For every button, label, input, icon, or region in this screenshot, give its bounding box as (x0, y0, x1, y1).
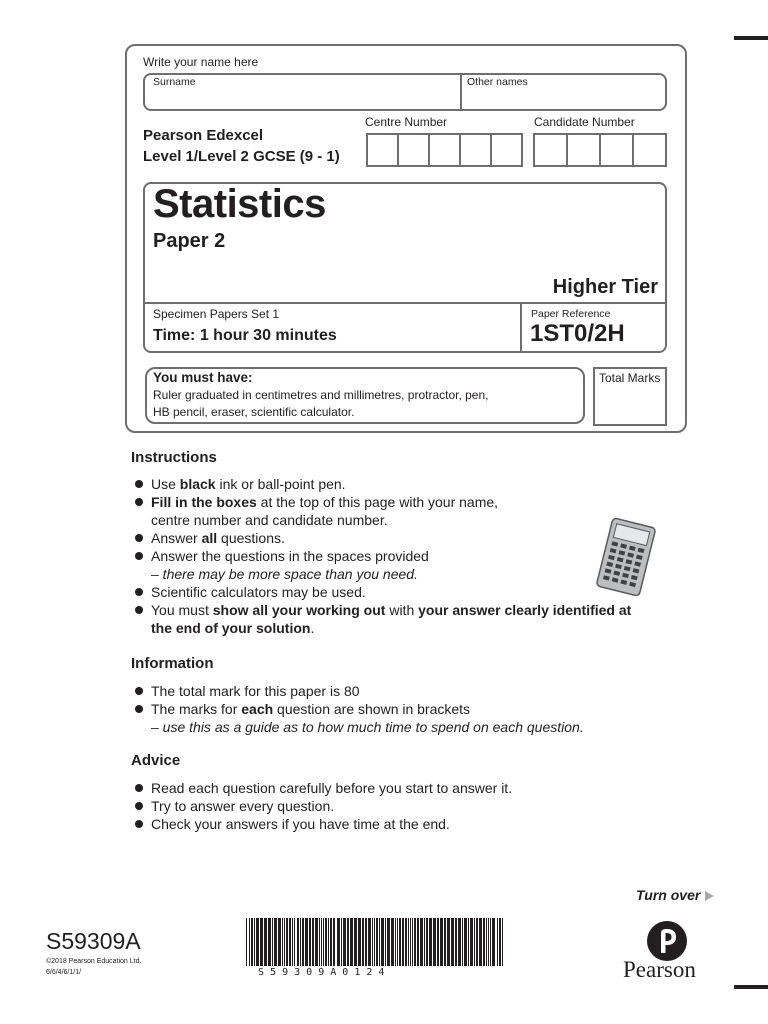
advice-item: Check your answers if you have time at the end. (132, 815, 672, 833)
candidate-number-digit[interactable] (632, 133, 667, 167)
paper-code: S59309A (46, 928, 141, 954)
barcode-bar (309, 918, 311, 966)
barcode-bar (433, 918, 436, 966)
instruction-item: Fill in the boxes at the top of this page with your name, centre number and candidate number. (132, 493, 672, 529)
barcode-bar (437, 918, 439, 966)
instruction-item: Use black ink or ball-point pen. (132, 475, 672, 493)
barcode-bar (426, 918, 428, 966)
centre-number-label: Centre Number (365, 115, 448, 129)
paper-reference: 1ST0/2H (530, 320, 625, 347)
instruction-item: Answer the questions in the spaces provided – there may be more space than you need. (132, 547, 672, 583)
barcode-bar (462, 918, 463, 966)
paper-set: Specimen Papers Set 1 (153, 307, 280, 321)
barcode-bar (470, 918, 473, 966)
barcode-bar (488, 918, 489, 966)
barcode-bar (397, 918, 398, 966)
exam-board: Pearson Edexcel (143, 127, 264, 144)
advice-item: Try to answer every question. (132, 797, 672, 815)
centre-number-digit[interactable] (459, 133, 492, 167)
advice-heading: Advice (131, 752, 181, 769)
barcode-bar (417, 918, 419, 966)
instruction-item: Answer all questions. (132, 529, 672, 547)
barcode-bar (372, 918, 373, 966)
barcode-bar (333, 918, 335, 966)
barcode-bar (402, 918, 404, 966)
barcode-bar (468, 918, 469, 966)
barcode-bar (502, 918, 503, 966)
barcode-bar (486, 918, 487, 966)
barcode-bar (302, 918, 304, 966)
barcode-bar (387, 918, 390, 966)
barcode-bar (391, 918, 394, 966)
write-name-label: Write your name here (143, 55, 259, 69)
triangle-right-icon (704, 890, 715, 902)
surname-label: Surname (153, 76, 196, 88)
barcode-bar (260, 918, 263, 966)
barcode-bar (284, 918, 285, 966)
turn-over-label: Turn over (636, 887, 701, 903)
paper-ref-divider (520, 302, 522, 353)
barcode-bar (354, 918, 357, 966)
barcode-bar (492, 918, 495, 966)
barcode-bar (385, 918, 386, 966)
barcode-bar (289, 918, 291, 966)
advice-item: Read each question carefully before you start to answer it. (132, 779, 672, 797)
pearson-brand: Pearson (623, 957, 696, 982)
barcode-bar (395, 918, 396, 966)
barcode-text: S 5 9 3 0 9 A 0 1 2 4 (258, 967, 385, 978)
barcode-bar (321, 918, 322, 966)
registration-mark-bottom (734, 985, 768, 989)
barcode-bar (249, 918, 250, 966)
centre-number-digit[interactable] (428, 133, 461, 167)
barcode-bar (412, 918, 413, 966)
barcode-bar (410, 918, 411, 966)
barcode-bar (497, 918, 498, 966)
barcode-bar (368, 918, 371, 966)
paper-reference-label: Paper Reference (531, 308, 611, 320)
pearson-logo-icon (646, 920, 688, 962)
barcode-bar (254, 918, 255, 966)
information-list (132, 682, 692, 736)
copyright: ©2018 Pearson Education Ltd. (46, 958, 142, 965)
barcode-bar (251, 918, 253, 966)
barcode-bar (429, 918, 432, 966)
barcode-bar (274, 918, 277, 966)
calculator-icon (592, 518, 660, 596)
barcode-bar (278, 918, 281, 966)
barcode-bar (455, 918, 457, 966)
barcode-bar (474, 918, 475, 966)
barcode-bar (358, 918, 361, 966)
centre-number-digit[interactable] (397, 133, 430, 167)
barcode-bar (376, 918, 378, 966)
print-code: 6/6/4/6/1/1/ (46, 969, 82, 976)
candidate-number-digit[interactable] (599, 133, 634, 167)
barcode-bar (305, 918, 308, 966)
barcode-bar (420, 918, 423, 966)
information-heading: Information (131, 655, 214, 672)
qualification-level: Level 1/Level 2 GCSE (9 - 1) (143, 148, 340, 165)
barcode-bar (381, 918, 384, 966)
instructions-heading: Instructions (131, 449, 217, 466)
barcode-bar (399, 918, 401, 966)
barcode-bar (246, 918, 247, 966)
equipment-line-1: Ruler graduated in centimetres and millimetres, protractor, pen, (153, 388, 489, 402)
instruction-item: You must show all your working out with your answer clearly identified at the end of your solution. (132, 601, 672, 637)
barcode-bar (341, 918, 342, 966)
paper-number: Paper 2 (153, 230, 226, 252)
centre-number-digit[interactable] (490, 133, 523, 167)
equipment-heading: You must have: (153, 370, 253, 385)
barcode-bar (499, 918, 501, 966)
barcode-bar (330, 918, 332, 966)
barcode-bar (440, 918, 443, 966)
barcode-bar (451, 918, 454, 966)
barcode-bar (325, 918, 327, 966)
exam-time: Time: 1 hour 30 minutes (153, 327, 337, 344)
barcode-bar (292, 918, 293, 966)
barcode-bar (458, 918, 461, 966)
barcode-bar (414, 918, 416, 966)
barcode-bar (256, 918, 259, 966)
barcode-bar (374, 918, 375, 966)
candidate-number-digit[interactable] (566, 133, 601, 167)
candidate-number-digit[interactable] (533, 133, 568, 167)
barcode-bar (300, 918, 301, 966)
barcode-bar (337, 918, 340, 966)
barcode-bar (297, 918, 299, 966)
barcode-bar (323, 918, 324, 966)
barcode-bar (347, 918, 349, 966)
barcode-bar (282, 918, 283, 966)
other-names-label: Other names (467, 76, 528, 88)
barcode-bar (424, 918, 425, 966)
advice-list (132, 779, 672, 833)
barcode-bar (405, 918, 407, 966)
subject-box-divider (143, 302, 667, 304)
candidate-number-label: Candidate Number (534, 115, 635, 129)
barcode-bar (365, 918, 367, 966)
barcode-bar (264, 918, 267, 966)
information-item: The marks for each question are shown in brackets – use this as a guide as to how much time to spend on each question. (132, 700, 692, 736)
barcode-bar (268, 918, 271, 966)
barcode-bar (272, 918, 273, 966)
barcode-bar (464, 918, 467, 966)
name-field[interactable] (143, 73, 667, 111)
barcode-bar (379, 918, 380, 966)
barcode-bar (319, 918, 320, 966)
barcode-bar (490, 918, 491, 966)
barcode-bar (294, 918, 295, 966)
total-marks-label: Total Marks (599, 371, 661, 385)
barcode-bar (476, 918, 478, 966)
instruction-item: Scientific calculators may be used. (132, 583, 672, 601)
barcode-bar (286, 918, 288, 966)
barcode-bar (350, 918, 353, 966)
barcode-bar (312, 918, 314, 966)
tier: Higher Tier (552, 276, 658, 298)
barcode-bar (479, 918, 482, 966)
equipment-line-2: HB pencil, eraser, scientific calculator. (153, 405, 355, 419)
registration-mark-top (734, 36, 768, 40)
barcode-bar (483, 918, 485, 966)
barcode-bar (447, 918, 450, 966)
centre-number-digit[interactable] (366, 133, 399, 167)
instructions-list (132, 475, 672, 637)
barcode-bar (444, 918, 446, 966)
barcode-bar (343, 918, 346, 966)
name-field-divider (460, 73, 462, 111)
barcode-bar (328, 918, 329, 966)
barcode-bar (408, 918, 409, 966)
information-item: The total mark for this paper is 80 (132, 682, 692, 700)
barcode-bar (362, 918, 364, 966)
barcode (244, 918, 508, 968)
subject-title: Statistics (153, 182, 326, 226)
barcode-bar (315, 918, 318, 966)
